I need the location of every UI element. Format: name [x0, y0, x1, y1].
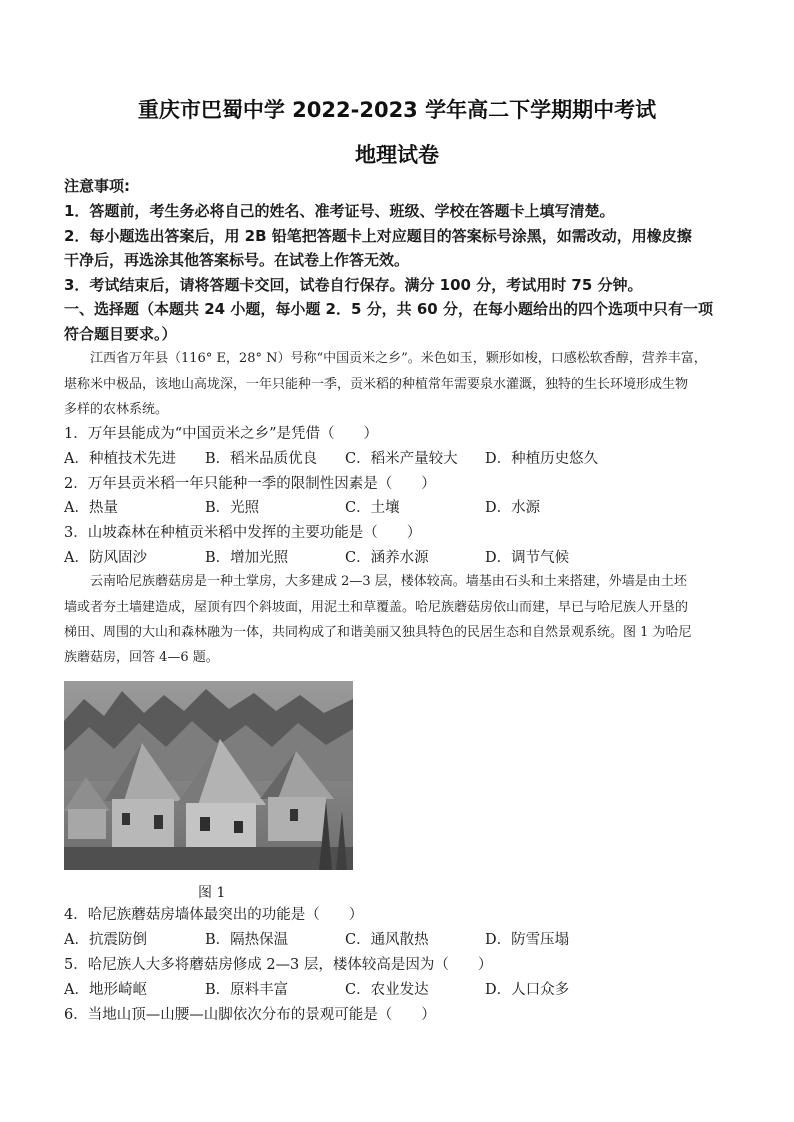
option-a: A．种植技术先进 [64, 451, 176, 467]
option-d: D．水源 [485, 500, 541, 516]
option-d: D．防雪压塌 [485, 932, 570, 948]
option-b: B．光照 [205, 500, 260, 516]
figure-caption: 图 1 [198, 885, 226, 901]
option-b: B．增加光照 [205, 550, 289, 566]
exam-subtitle: 地理试卷 [355, 143, 439, 167]
passage-line: 江西省万年县（116° E，28° N）号称“中国贡米之乡”。米色如玉，颗形如梭，口感松软香醇，营养丰富， [90, 351, 707, 366]
option-d: D．人口众多 [485, 982, 570, 998]
question-stem: 4．哈尼族蘑菇房墙体最突出的功能是（ ） [64, 907, 364, 923]
section-heading: 符合题目要求。） [64, 325, 177, 343]
passage-line: 墙或者夯土墙建造成，屋顶有四个斜坡面，用泥土和草覆盖。哈尼族蘑菇房依山而建，早已与哈尼族人开垦的 [64, 600, 689, 615]
passage-line: 堪称米中极品，该地山高垅深，一年只能种一季，贡米稻的种植常年需要泉水灌溉，独特的生长环境形成生物 [64, 377, 689, 392]
passage-line: 云南哈尼族蘑菇房是一种土掌房，大多建成 2—3 层，楼体较高。墙基由石头和土来搭建，外墙是由土坯 [90, 574, 687, 589]
question-stem: 5．哈尼族人大多将蘑菇房修成 2—3 层，楼体较高是因为（ ） [64, 957, 493, 973]
option-a: A．抗震防倒 [64, 932, 147, 948]
passage-line: 梯田、周围的大山和森林融为一体，共同构成了和谐美丽又独具特色的民居生态和自然景观系统。图 1 为哈尼 [64, 625, 692, 640]
option-a: A．防风固沙 [64, 550, 147, 566]
passage-line: 多样的农林系统。 [64, 402, 169, 417]
mushroom-house-illustration [64, 681, 353, 870]
question-stem: 3．山坡森林在种植贡米稻中发挥的主要功能是（ ） [64, 525, 422, 541]
option-c: C．土壤 [345, 500, 400, 516]
option-a: A．地形崎岖 [64, 982, 147, 998]
notice-item: 干净后，再选涂其他答案标号。在试卷上作答无效。 [64, 251, 410, 269]
question-stem: 1．万年县能成为“中国贡米之乡”是凭借（ ） [64, 426, 379, 442]
notice-item: 1．答题前，考生务必将自己的姓名、准考证号、班级、学校在答题卡上填写清楚。 [64, 202, 615, 220]
passage-line: 族蘑菇房，回答 4—6 题。 [64, 650, 219, 665]
mushroom-house-photo [64, 681, 353, 870]
option-d: D．种植历史悠久 [485, 451, 599, 467]
notice-item: 2．每小题选出答案后，用 2B 铅笔把答题卡上对应题目的答案标号涂黑，如需改动，用橡皮擦 [64, 227, 692, 245]
option-b: B．原料丰富 [205, 982, 289, 998]
notice-heading: 注意事项: [64, 177, 130, 195]
question-stem: 2．万年县贡米稻一年只能种一季的限制性因素是（ ） [64, 476, 436, 492]
option-c: C．涵养水源 [345, 550, 429, 566]
option-b: B．稻米品质优良 [205, 451, 318, 467]
option-a: A．热量 [64, 500, 118, 516]
exam-title: 重庆市巴蜀中学 2022-2023 学年高二下学期期中考试 [137, 98, 657, 122]
option-b: B．隔热保温 [205, 932, 289, 948]
option-c: C．农业发达 [345, 982, 429, 998]
notice-item: 3．考试结束后，请将答题卡交回，试卷自行保存。满分 100 分，考试用时 75 分钟。 [64, 276, 643, 294]
option-c: C．通风散热 [345, 932, 429, 948]
option-c: C．稻米产量较大 [345, 451, 458, 467]
option-d: D．调节气候 [485, 550, 570, 566]
question-stem: 6．当地山顶—山腰—山脚依次分布的景观可能是（ ） [64, 1007, 436, 1023]
section-heading: 一、选择题（本题共 24 小题，每小题 2．5 分，共 60 分，在每小题给出的四个选项中只有一项 [64, 300, 713, 318]
